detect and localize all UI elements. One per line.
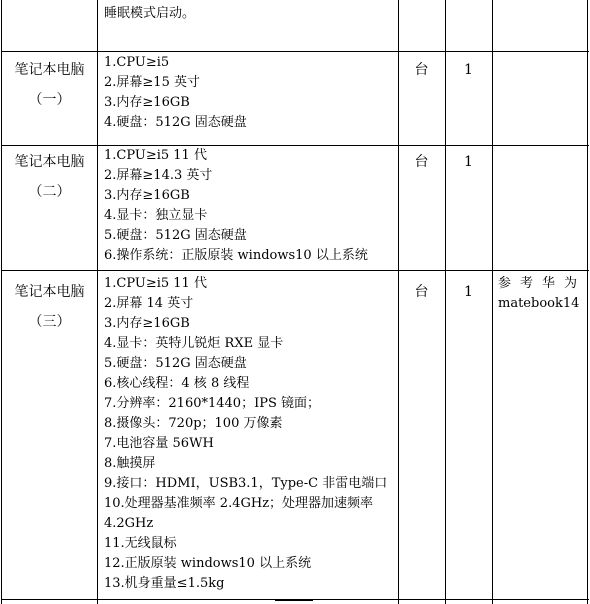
- row-2-quantity: 1: [464, 154, 473, 170]
- row-3-name-cell: [2, 282, 97, 332]
- column-divider-qty: [492, 0, 493, 604]
- page-footer-mark: [275, 600, 313, 603]
- row-1-name: 笔记本电脑: [14, 62, 85, 78]
- row-3-note-model: matebook14: [498, 296, 580, 311]
- spec-line: 3.内存≥16GB: [104, 316, 190, 331]
- row-3-name-suffix: （三）: [28, 314, 71, 330]
- spec-line: 7.分辨率：2160*1440；IPS 镜面；: [104, 396, 320, 411]
- spec-line: 5.硬盘：512G 固态硬盘: [104, 228, 247, 243]
- row-3-unit: 台: [414, 284, 429, 300]
- spec-line: 3.内存≥16GB: [104, 95, 190, 110]
- table-border-right: [587, 0, 588, 604]
- spec-line: 5.硬盘：512G 固态硬盘: [104, 356, 247, 371]
- row-3-name: 笔记本电脑: [14, 284, 85, 300]
- spec-line: 2.屏幕≥14.3 英寸: [104, 168, 213, 183]
- spec-line: 11.无线鼠标: [104, 536, 177, 551]
- column-divider-unit: [445, 0, 446, 604]
- spec-line: 6.核心线程：4 核 8 线程: [104, 376, 250, 391]
- spec-line: 4.显卡：英特儿锐炬 RXE 显卡: [104, 336, 284, 351]
- spec-line: 4.硬盘：512G 固态硬盘: [104, 115, 247, 130]
- spec-line: 1.CPU≥i5 11 代: [104, 148, 207, 163]
- row-3-note-cell: [498, 274, 587, 314]
- row-1-unit: 台: [414, 62, 429, 78]
- spec-line: 1.CPU≥i5 11 代: [104, 276, 207, 291]
- spec-line: 8.摄像头：720p；100 万像素: [104, 416, 283, 431]
- spec-line: 7.电池容量 56WH: [104, 436, 214, 451]
- spec-line: 12.正版原装 windows10 以上系统: [104, 556, 312, 571]
- row-2-name: 笔记本电脑: [14, 154, 85, 170]
- spec-line: 10.处理器基准频率 2.4GHz；处理器加速频率: [104, 496, 374, 511]
- row-2-name-cell: [2, 152, 97, 202]
- spec-line: 8.触摸屏: [104, 456, 156, 471]
- spec-line: 6.操作系统：正版原装 windows10 以上系统: [104, 248, 368, 263]
- spec-line: 4.2GHz: [104, 516, 154, 531]
- spec-line: 3.内存≥16GB: [104, 188, 190, 203]
- spec-line: 2.屏幕 14 英寸: [104, 296, 194, 311]
- spec-line: 1.CPU≥i5: [104, 55, 170, 70]
- row-divider-1: [1, 51, 589, 52]
- row-1-name-suffix: （一）: [28, 92, 71, 108]
- row-1-spec-cell: [104, 53, 394, 133]
- column-divider-spec: [398, 0, 399, 604]
- row-3-note-reference: 参考华为: [498, 276, 587, 291]
- row-3-quantity: 1: [464, 284, 473, 300]
- top-row-spec-cell: [104, 4, 394, 24]
- row-1-quantity: 1: [464, 62, 473, 78]
- row-2-spec-cell: [104, 146, 394, 266]
- spec-line: 4.显卡：独立显卡: [104, 208, 208, 223]
- column-divider-name: [97, 0, 98, 604]
- spec-line: 2.屏幕≥15 英寸: [104, 75, 200, 90]
- row-2-unit: 台: [414, 154, 429, 170]
- row-3-spec-cell: [104, 274, 394, 594]
- row-2-name-suffix: （二）: [28, 184, 71, 200]
- spec-line: 9.接口：HDMI，USB3.1，Type-C 非雷电端口: [104, 476, 388, 491]
- spec-line: 13.机身重量≤1.5kg: [104, 576, 225, 591]
- top-row-spec-text: 睡眠模式启动。: [104, 6, 196, 21]
- row-divider-3: [1, 270, 589, 271]
- row-1-name-cell: [2, 60, 97, 110]
